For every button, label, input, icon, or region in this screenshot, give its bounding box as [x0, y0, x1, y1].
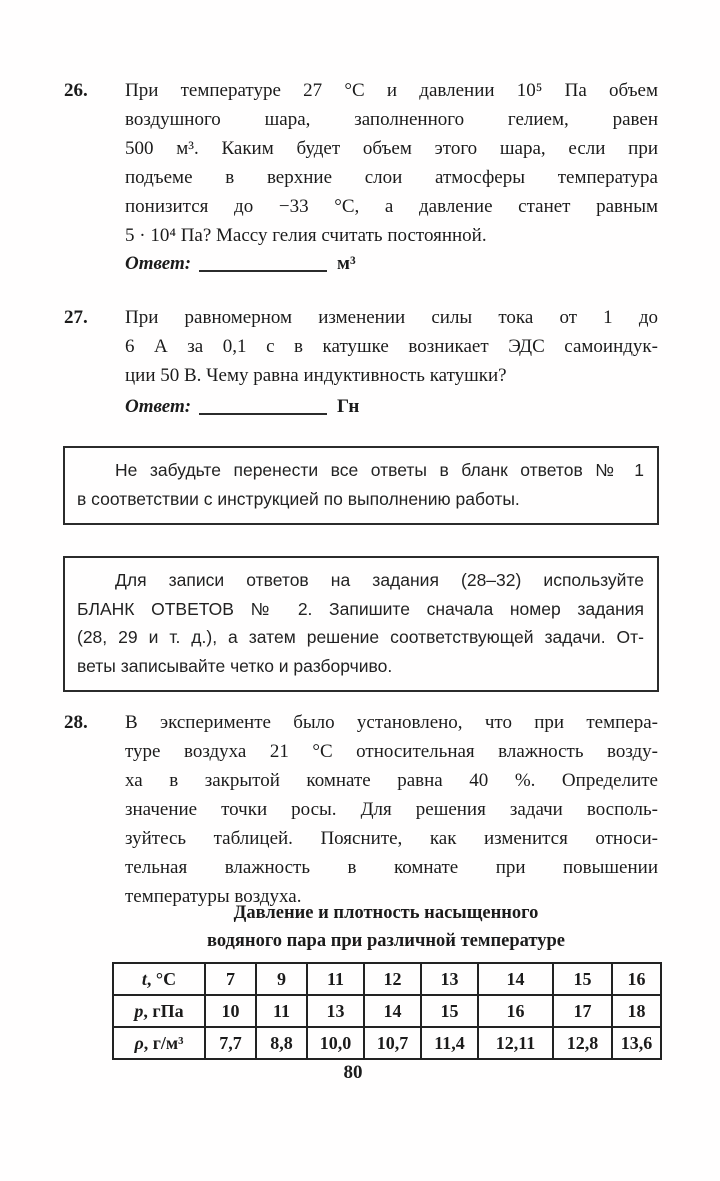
- text-line: воздушного шара, заполненного гелием, равен: [125, 109, 658, 130]
- notice-text-line: Не забудьте перенести все ответы в бланк ответов № 1: [115, 460, 644, 480]
- answer-blank: [199, 251, 327, 272]
- table-title-line: водяного пара при различной температуре: [206, 931, 566, 951]
- table-value-cell: 17: [553, 995, 612, 1027]
- text-line: При температуре 27 °С и давлении 10⁵ Па объем: [125, 80, 658, 101]
- table-label-cell: [113, 1027, 205, 1059]
- table-value-cell: 11,4: [421, 1027, 478, 1059]
- saturated-vapor-table-section: [112, 899, 660, 1060]
- text-line: туре воздуха 21 °С относительная влажность возду-: [125, 741, 658, 762]
- table-value-cell: 18: [612, 995, 661, 1027]
- table-label-cell: [113, 995, 205, 1027]
- problem-27-text: [125, 303, 658, 390]
- notice-text-line: (28, 29 и т. д.), а затем решение соответствующей задачи. От-: [77, 627, 644, 647]
- variable-symbol: p: [134, 1000, 144, 1021]
- answer-unit: м³: [337, 253, 356, 274]
- variable-unit: , °С: [146, 968, 177, 989]
- answer-unit: Гн: [337, 396, 360, 417]
- table-value-cell: 7,7: [205, 1027, 256, 1059]
- problem-number: 26.: [64, 80, 88, 101]
- text-line: значение точки росы. Для решения задачи восполь-: [125, 799, 658, 820]
- problem-28-text: [125, 708, 658, 911]
- text-line: тельная влажность в комнате при повышении: [125, 857, 658, 878]
- text-line: 6 А за 0,1 с в катушке возникает ЭДС самоиндук-: [125, 336, 658, 357]
- notice-text-line: Для записи ответов на задания (28–32) используйте: [115, 570, 644, 590]
- vapor-table: [112, 962, 662, 1060]
- table-row-pressure: [113, 995, 661, 1027]
- table-value-cell: 10: [205, 995, 256, 1027]
- answer-label: Ответ:: [125, 396, 192, 417]
- table-value-cell: 9: [256, 963, 307, 995]
- notice-box-answers-form-2: [63, 556, 659, 692]
- table-value-cell: 10,0: [307, 1027, 364, 1059]
- table-label-cell: [113, 963, 205, 995]
- notice-text-line: БЛАНК ОТВЕТОВ № 2. Запишите сначала номер задания: [77, 598, 644, 619]
- table-value-cell: 11: [307, 963, 364, 995]
- table-value-cell: 12: [364, 963, 421, 995]
- table-value-cell: 15: [421, 995, 478, 1027]
- table-value-cell: 13: [421, 963, 478, 995]
- table-value-cell: 12,8: [553, 1027, 612, 1059]
- variable-symbol: ρ: [134, 1032, 144, 1053]
- table-row-temperature: [113, 963, 661, 995]
- table-value-cell: 16: [478, 995, 553, 1027]
- table-value-cell: 13,6: [612, 1027, 661, 1059]
- text-line: понизится до −33 °С, а давление станет равным: [125, 196, 658, 217]
- text-line: В эксперименте было установлено, что при темпера-: [125, 712, 658, 733]
- text-line: температуры воздуха.: [125, 886, 302, 907]
- table-title: [112, 899, 660, 955]
- problem-number: 28.: [64, 712, 88, 733]
- table-value-cell: 14: [478, 963, 553, 995]
- problem-26: [64, 76, 658, 250]
- problem-27: [64, 303, 658, 390]
- page-number: 80: [343, 1062, 363, 1083]
- table-value-cell: 12,11: [478, 1027, 553, 1059]
- text-line: зуйтесь таблицей. Поясните, как изменится относи-: [125, 828, 658, 849]
- table-value-cell: 14: [364, 995, 421, 1027]
- table-value-cell: 8,8: [256, 1027, 307, 1059]
- text-line: 500 м³. Каким будет объем этого шара, если при: [125, 138, 658, 159]
- variable-symbol: t: [141, 968, 147, 989]
- table-value-cell: 7: [205, 963, 256, 995]
- variable-unit: , г/м³: [143, 1032, 184, 1053]
- table-value-cell: 10,7: [364, 1027, 421, 1059]
- answer-line-27: [125, 391, 359, 421]
- table-value-cell: 13: [307, 995, 364, 1027]
- notice-box-answers-form-1: [63, 446, 659, 525]
- answer-label: Ответ:: [125, 253, 192, 274]
- problem-number: 27.: [64, 307, 88, 328]
- text-line: При равномерном изменении силы тока от 1 до: [125, 307, 658, 328]
- text-line: 5 · 10⁴ Па? Массу гелия считать постоянной.: [125, 225, 487, 246]
- answer-line-26: [125, 248, 356, 278]
- notice-text-line: веты записывайте четко и разборчиво.: [77, 655, 393, 676]
- text-line: подъеме в верхние слои атмосферы температура: [125, 167, 658, 188]
- table-value-cell: 11: [256, 995, 307, 1027]
- problem-26-text: [125, 76, 658, 250]
- notice-text-line: в соответствии с инструкцией по выполнению работы.: [77, 488, 520, 509]
- text-line: ха в закрытой комнате равна 40 %. Определите: [125, 770, 658, 791]
- table-title-line: Давление и плотность насыщенного: [233, 903, 539, 923]
- table-value-cell: 16: [612, 963, 661, 995]
- variable-unit: , гПа: [143, 1000, 184, 1021]
- answer-blank: [199, 394, 327, 415]
- text-line: ции 50 В. Чему равна индуктивность катушки?: [125, 365, 507, 386]
- table-row-density: [113, 1027, 661, 1059]
- table-value-cell: 15: [553, 963, 612, 995]
- problem-28: [64, 708, 658, 911]
